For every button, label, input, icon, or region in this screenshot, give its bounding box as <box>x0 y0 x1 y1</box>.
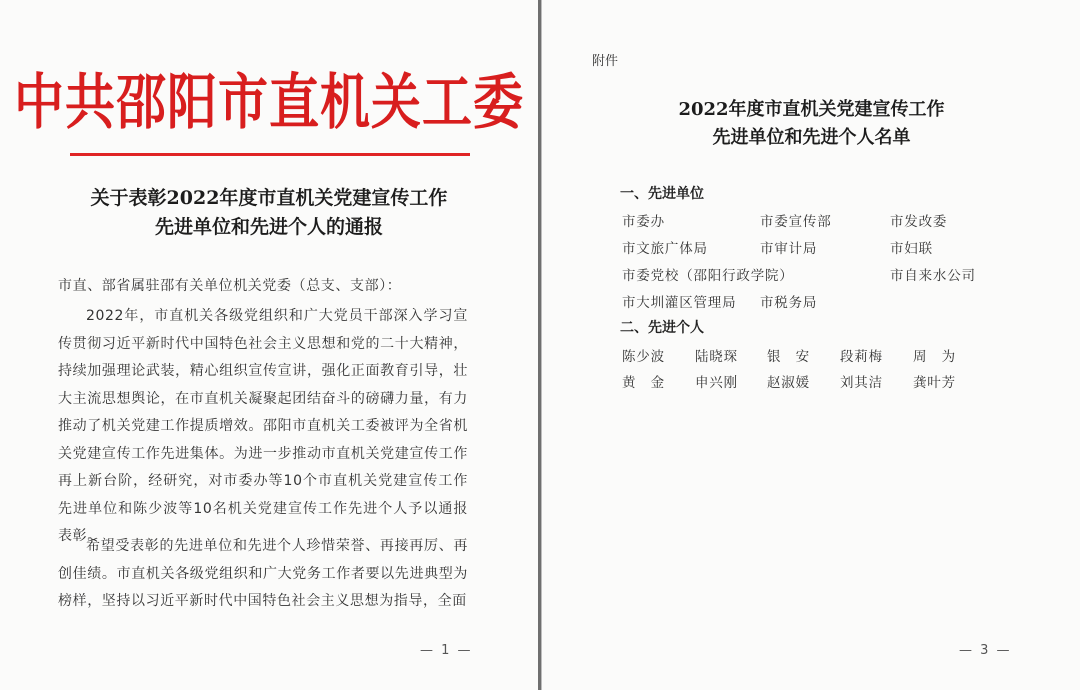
unit-item: 市妇联 <box>890 241 933 257</box>
individual-item: 龚叶芳 <box>913 375 956 391</box>
attachment-label: 附件 <box>592 54 619 69</box>
individual-item: 陆晓琛 <box>695 349 738 365</box>
unit-item: 市自来水公司 <box>890 268 976 284</box>
document-page-1 <box>0 0 539 690</box>
body-paragraph-1: 2022年，市直机关各级党组织和广大党员干部深入学习宣传贯彻习近平新时代中国特色社会主义思想和党的二十大精神，持续加强理论武装，精心组织宣传宣讲，强化正面教育引导，壮大主流思想舆论，在市直机关凝聚起团结奋斗的磅礴力量，有力推动了机关党建工作提质增效。邵阳市直机关工委被评为全省机关党建宣传工作先进集体。为进一步推动市直机关党建宣传工作再上新台阶，经研究，对市委办等10个市直机关党建宣传工作先进单位和陈少波等10名机关党建宣传工作先进个人予以通报表彰。 <box>58 308 468 544</box>
addressee: 市直、部省属驻邵有关单位机关党委（总支、支部）： <box>58 278 402 294</box>
body-paragraph-2: 希望受表彰的先进单位和先进个人珍惜荣誉、再接再厉、再创佳绩。市直机关各级党组织和广大党务工作者要以先进典型为榜样，坚持以习近平新时代中国特色社会主义思想为指导，全面 <box>58 538 468 609</box>
red-header: 中共邵阳市直机关工委 <box>14 66 524 138</box>
document-title-line-1: 关于表彰2022年度市直机关党建宣传工作 <box>90 187 448 209</box>
individual-item: 黄 金 <box>622 375 665 391</box>
individual-item: 周 为 <box>913 349 956 365</box>
unit-item: 市发改委 <box>890 214 948 230</box>
page-number: — 3 — <box>959 643 1012 658</box>
document-title-line-2: 先进单位和先进个人的通报 <box>154 216 383 238</box>
individual-item: 赵淑媛 <box>767 375 810 391</box>
individual-item: 银 安 <box>767 349 810 365</box>
unit-item: 市税务局 <box>760 295 818 311</box>
section-heading-individuals: 二、先进个人 <box>620 320 704 336</box>
unit-item: 市大圳灌区管理局 <box>622 295 737 311</box>
individual-item: 段莉梅 <box>840 349 883 365</box>
unit-item: 市委党校（邵阳行政学院） <box>622 268 794 284</box>
unit-item: 市委宣传部 <box>760 214 832 230</box>
list-title <box>542 96 1080 152</box>
document-page-3 <box>541 0 1080 690</box>
page-number: — 1 — <box>420 643 473 658</box>
unit-item: 市文旅广体局 <box>622 241 708 257</box>
list-title-line-1: 2022年度市直机关党建宣传工作 <box>678 99 945 120</box>
unit-item: 市委办 <box>622 214 665 230</box>
individual-item: 陈少波 <box>622 349 665 365</box>
individual-item: 申兴刚 <box>695 375 738 391</box>
unit-item: 市审计局 <box>760 241 818 257</box>
list-title-line-2: 先进单位和先进个人名单 <box>712 127 911 148</box>
individual-item: 刘其洁 <box>840 375 883 391</box>
section-heading-units: 一、先进单位 <box>620 186 704 202</box>
document-title <box>0 184 538 242</box>
red-divider-line <box>70 153 470 156</box>
